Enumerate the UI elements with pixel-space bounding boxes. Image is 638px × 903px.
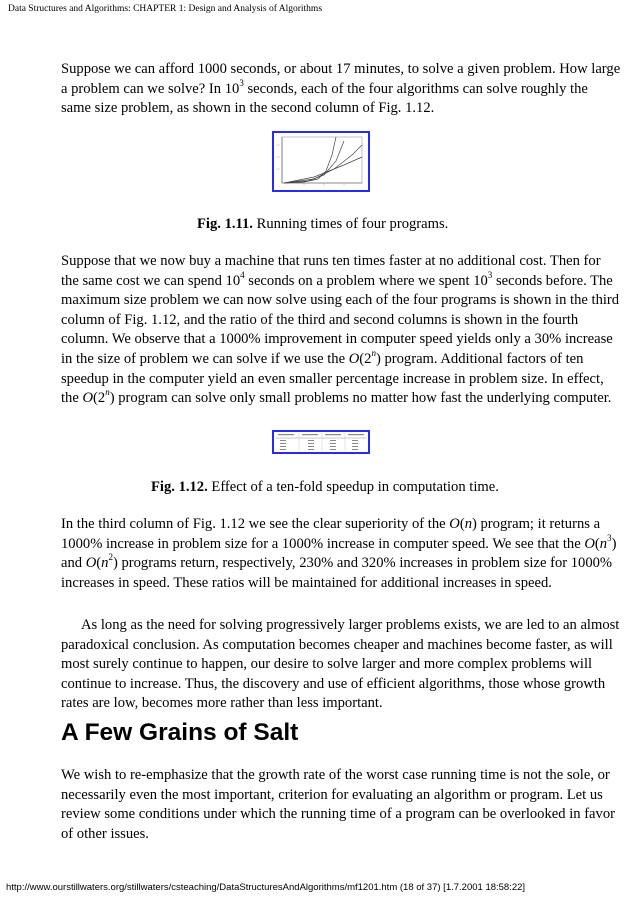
- superscript: 3: [607, 532, 612, 543]
- superscript: 3: [239, 77, 244, 88]
- text: Suppose we can afford 1000 seconds, or about 17 minutes, to solve a given problem. How large a problem can we solve? In 10: [61, 61, 621, 97]
- figure-1-11-caption: [197, 215, 497, 234]
- caption-text: Effect of a ten-fold speedup in computation time.: [207, 479, 499, 495]
- page-header: Data Structures and Algorithms: CHAPTER 1: Design and Analysis of Algorithms: [8, 4, 323, 14]
- figure-label: Fig. 1.12.: [151, 479, 208, 495]
- big-o: O: [584, 535, 595, 552]
- speedup-table: [274, 432, 368, 452]
- text: seconds, each of the four algorithms can solve roughly the same size problem, as shown in the second column of Fig. 1.12.: [61, 80, 588, 117]
- big-o: O: [82, 390, 94, 407]
- paragraph-5: We wish to re-emphasize that the growth rate of the worst case running time is not the sole, or necessarily even the most important, criterion for evaluating an algorithm or program. Let us review some conditions under which the running time of a program can be overlooked in favor of other issues.: [61, 767, 615, 842]
- page-footer: http://www.ourstillwaters.org/stillwaters/csteaching/DataStructuresAndAlgorithms/mf1201.htm (18 of 37) [1.7.2001 18:58:22]: [6, 882, 526, 893]
- text: seconds on a problem where we spent 10: [244, 272, 488, 289]
- text: ) program; it returns a 1000% increase in problem size for a 1000% increase in computer speed. We see that the: [61, 516, 601, 552]
- text: ) program can solve only small problems no matter how fast the underlying computer.: [109, 390, 612, 407]
- superscript: 3: [487, 269, 493, 280]
- superscript: 4: [240, 269, 245, 280]
- variable-n: n: [464, 516, 472, 532]
- text: (: [594, 535, 600, 552]
- superscript: n: [105, 387, 110, 398]
- text: seconds before. The maximum size problem we can now solve using each of the four programs is shown in the third column of Fig. 1.12, and the ratio of the third and second columns is shown in the fourth column. We observe that a 1000% improvement in computer speed yields only a 30% increase in the size of problem we can solve if we use the: [61, 272, 620, 367]
- superscript: 2: [108, 552, 113, 563]
- text: ) and: [61, 535, 617, 572]
- superscript: n: [371, 348, 376, 359]
- text: (2: [359, 350, 372, 367]
- figure-label: Fig. 1.11.: [197, 216, 253, 232]
- figure-1-12-caption: [151, 478, 551, 497]
- text: ) programs return, respectively, 230% and 320% increases in problem size for 1000% increases in speed. These ratios will be maintained for additional increases in speed.: [61, 555, 613, 591]
- running-times-plot: [274, 133, 368, 190]
- text: Suppose that we now buy a machine that runs ten times faster at no additional cost. Then for the same cost we can spend 10: [61, 253, 601, 289]
- paragraph-3: [61, 515, 621, 593]
- figure-1-11-image: [272, 131, 370, 192]
- text: (: [459, 516, 465, 532]
- figure-1-12-image: [272, 430, 370, 454]
- caption-text: Running times of four programs.: [252, 216, 449, 232]
- variable-n: n: [101, 555, 109, 572]
- paragraph-2: [61, 252, 621, 409]
- variable-n: n: [599, 535, 608, 552]
- big-o: O: [348, 350, 360, 367]
- paragraph-1: [61, 60, 621, 119]
- big-o: O: [85, 555, 97, 572]
- big-o: O: [449, 516, 460, 532]
- text: ) program. Additional factors of ten speedup in the computer yield an even smaller percentage increase in problem size. In effect, the: [61, 350, 604, 407]
- text: (2: [93, 390, 106, 407]
- text: In the third column of Fig. 1.12 we see the clear superiority of the: [61, 516, 450, 532]
- paragraph-4: As long as the need for solving progressively larger problems exists, we are led to an almost paradoxical conclusion. As computation becomes cheaper and machines become faster, as will most surely continue to happen, our desire to solve larger and more complex problems will continue to increase. Thus, the discovery and use of efficient algorithms, those whose growth rates are low, becomes more rather than less important.: [61, 617, 620, 712]
- text: (: [96, 555, 102, 572]
- section-heading: A Few Grains of Salt: [61, 719, 299, 746]
